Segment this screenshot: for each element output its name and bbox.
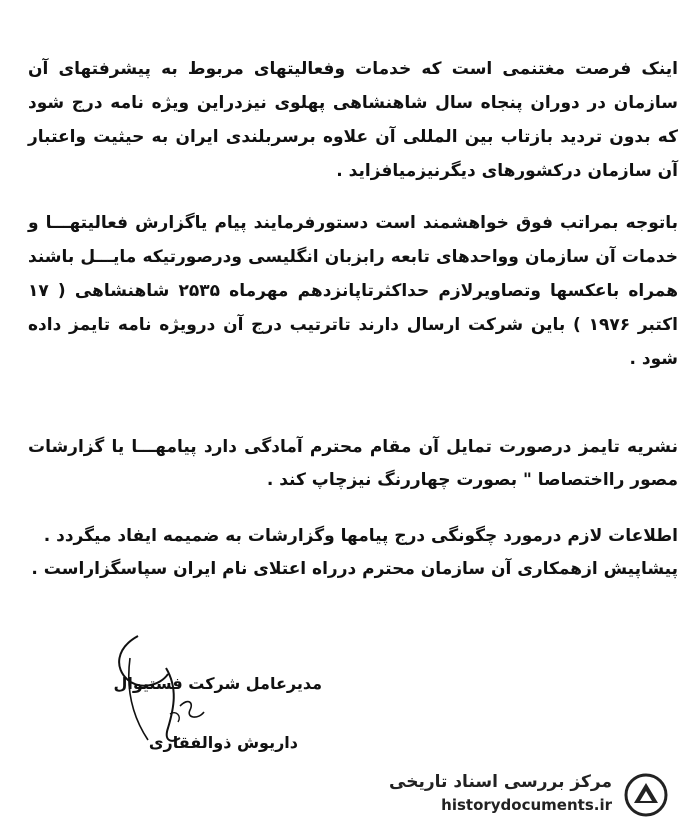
watermark-url: historydocuments.ir [441,796,612,814]
watermark-title: مرکز بررسی اسناد تاریخی [389,772,612,792]
signatory-title: مدیرعامل شرکت فستیوال [113,674,322,693]
letter-paragraph-1: اینک فرصت مغتنمی است که خدمات وفعالیتهای مربوط به پیشرفتهای آن سازمان در دوران پنجاه سال شاهنشاهی پهلوی نیزدراین ویژه نامه درج شود که بدون تردید بازتاب بین المللی آن علاوه برسربلندی ایران به حیثیت واعتبار آن سازمان درکشورهای دیگرنیزمیافزاید . [28,59,678,181]
archive-watermark [389,770,682,820]
archive-logo-icon [624,773,668,817]
letter-paragraph-2: باتوجه بمراتب فوق خواهشمند است دستورفرمایند پیام یاگزارش فعالیتهـــا و خدمات آن سازمان وواحدهای تابعه رابزبان انگلیسی ودرصورتیکه مایـــل باشند همراه باعکسها وتصاویرلازم حداکثرتاپانزدهم مهرماه ۲۵۳۵ شاهنشاهی ( ۱۷ اکتبر ۱۹۷۶ ) باین شرکت ارسال دارند تاترتیب درج آن درویژه نامه تایمز داده شود . [28,213,679,369]
letter-paragraph-3: نشریه تایمز درصورت تمایل آن مقام محترم آمادگی دارد پیامهـــا یا گزارشات مصور رااختصاصا " بصورت چهاررنگ نیزچاپ کند . [28,437,678,490]
letter-paragraph-4: اطلاعات لازم درمورد چگونگی درج پیامها وگزارشات به ضمیمه ایفاد میگردد . [43,526,678,546]
letter-paragraph-5: پیشاپیش ازهمکاری آن سازمان محترم درراه اعتلای نام ایران سپاسگزاراست . [31,559,678,579]
signatory-name: داریوش ذوالفقاری [148,733,298,752]
